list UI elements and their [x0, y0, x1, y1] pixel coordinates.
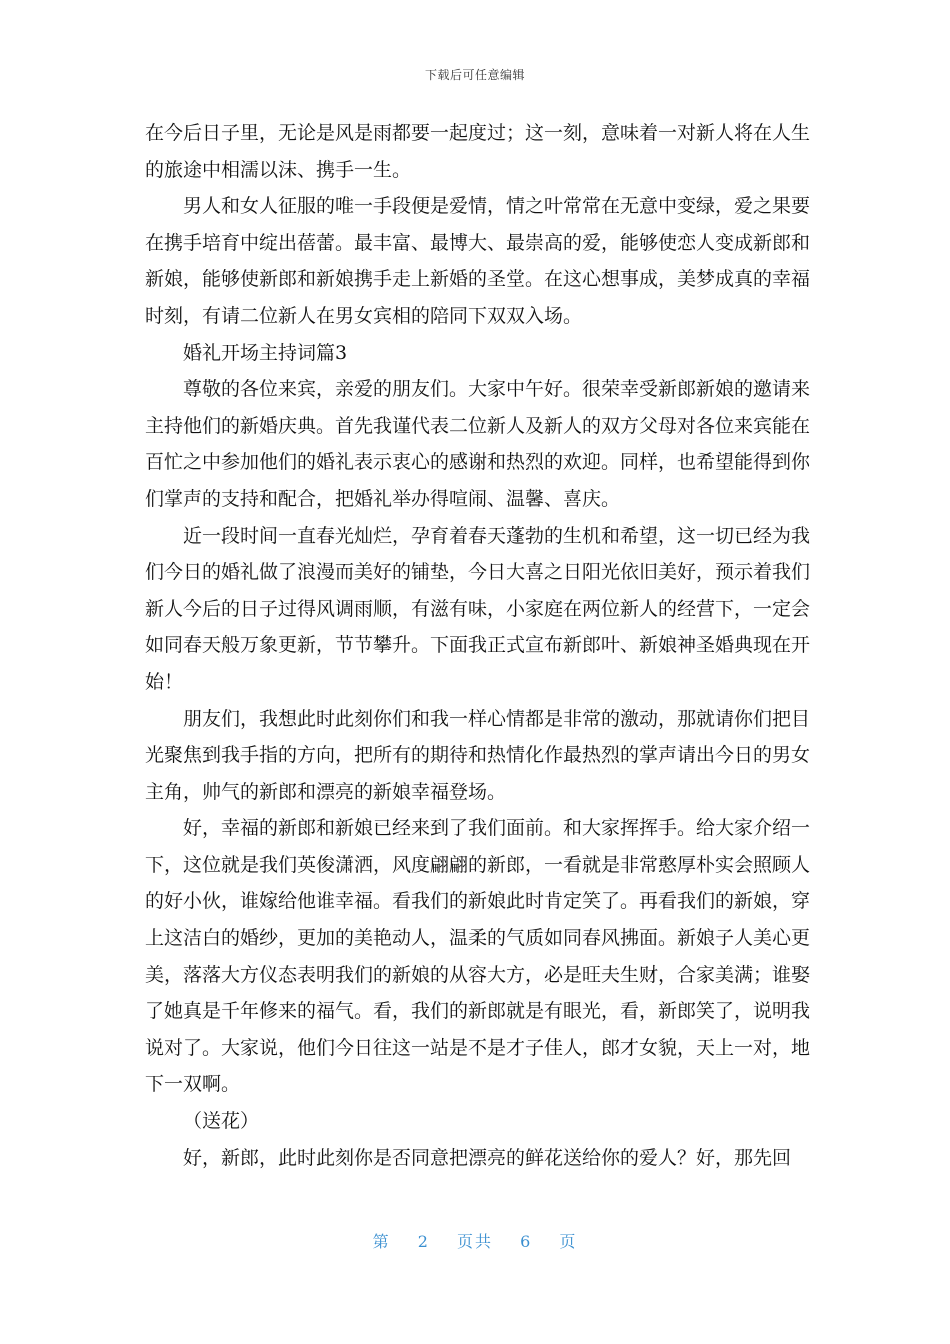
paragraph-continuation: 在今后日子里，无论是风是雨都要一起度过；这一刻，意味着一对新人将在人生的旅途中相濡以沫、携手一生。: [145, 122, 811, 181]
footer-middle: 页共: [456, 1232, 493, 1251]
paragraph: 男人和女人征服的唯一手段便是爱情，情之叶常常在无意中变绿，爱之果要在携手培育中绽出蓓蕾。最丰富、最博大、最崇高的爱，能够使恋人变成新郎和新娘，能够使新郎和新娘携手走上新婚的圣堂。在这心想事成，美梦成真的幸福时刻，有请二位新人在男女宾相的陪同下双双入场。: [145, 195, 811, 327]
page-footer: [0, 1229, 950, 1252]
footer-total-pages: 6: [520, 1232, 533, 1251]
paragraph: 好，幸福的新郎和新娘已经来到了我们面前。和大家挥挥手。给大家介绍一下，这位就是我们英俊潇洒，风度翩翩的新郎，一看就是非常憨厚朴实会照顾人的好小伙，谁嫁给他谁幸福。看我们的新娘此时肯定笑了。再看我们的新娘，穿上这洁白的婚纱，更加的美艳动人，温柔的气质如同春风拂面。新娘子人美心更美，落落大方仪态表明我们的新娘的从容大方，必是旺夫生财，合家美满；谁娶了她真是千年修来的福气。看，我们的新郎就是有眼光，看，新郎笑了，说明我说对了。大家说，他们今日往这一站是不是才子佳人，郎才女貌，天上一对，地下一双啊。: [145, 817, 811, 1096]
paragraph: 朋友们，我想此时此刻你们和我一样心情都是非常的激动，那就请你们把目光聚焦到我手指的方向，把所有的期待和热情化作最热烈的掌声请出今日的男女主角，帅气的新郎和漂亮的新娘幸福登场。: [145, 707, 811, 803]
footer-suffix: 页: [559, 1232, 578, 1251]
section-heading: 婚礼开场主持词篇3: [183, 341, 348, 364]
paragraph: 尊敬的各位来宾，亲爱的朋友们。大家中午好。很荣幸受新郎新娘的邀请来主持他们的新婚庆典。首先我谨代表二位新人及新人的双方父母对各位来宾能在百忙之中参加他们的婚礼表示衷心的感谢和热烈的欢迎。同样，也希望能得到你们掌声的支持和配合，把婚礼举办得喧闹、温馨、喜庆。: [145, 378, 811, 510]
footer-current-page: 2: [417, 1232, 430, 1251]
paragraph: 好，新郎，此时此刻你是否同意把漂亮的鲜花送给你的爱人？好，那先回: [183, 1146, 792, 1169]
page-header: 下载后可任意编辑: [424, 68, 525, 82]
paragraph: 近一段时间一直春光灿烂，孕育着春天蓬勃的生机和希望，这一切已经为我们今日的婚礼做了浪漫而美好的铺垫，今日大喜之日阳光依旧美好，预示着我们新人今后的日子过得风调雨顺，有滋有味，小家庭在两位新人的经营下，一定会如同春天般万象更新，节节攀升。下面我正式宣布新郎叶、新娘神圣婚典现在开始！: [145, 524, 811, 693]
stage-note: （送花）: [183, 1110, 260, 1133]
document-body: [145, 115, 810, 1176]
footer-prefix: 第: [372, 1232, 391, 1251]
